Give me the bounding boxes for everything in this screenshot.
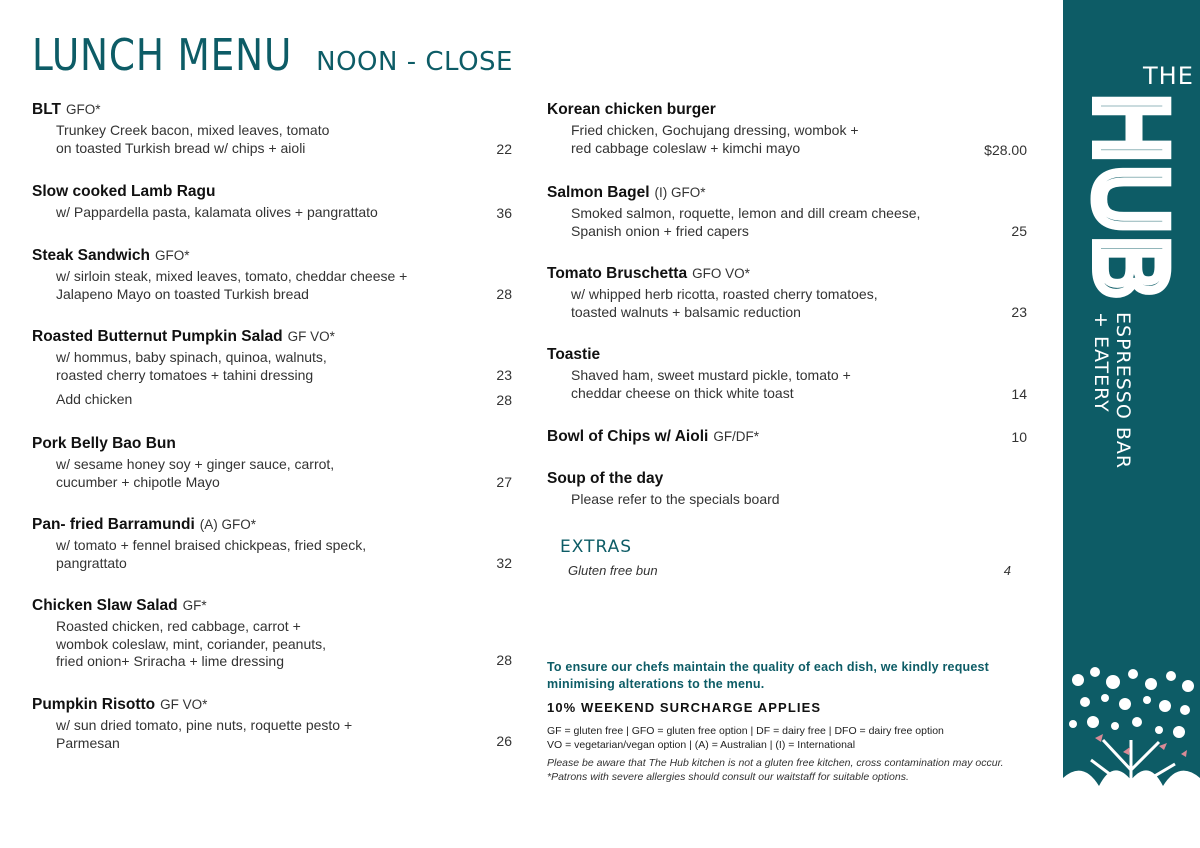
brand-tagline-line: + EATERY [1090,312,1112,413]
menu-item [32,182,516,246]
disclaimer-line: Please be aware that The Hub kitchen is not a gluten free kitchen, cross contamination may occur. [547,757,1004,769]
extras-item-price: 4 [1003,563,1011,578]
legend-line: VO = vegetarian/vegan option | (A) = Australian | (I) = International [547,738,856,751]
menu-item-description: Roasted chicken, red cabbage, carrot + wombok coleslaw, mint, coriander, peanuts, fried onion+ Sriracha + lime dressing [56,618,327,669]
menu-item-name: Pan- fried Barramundi (A) GFO* [32,516,257,533]
menu-item [32,327,516,434]
menu-item [547,264,1031,345]
menu-header [32,30,513,81]
dietary-tag: GFO VO* [692,266,750,281]
alterations-notice: To ensure our chefs maintain the quality of each dish, we kindly request minimising alterations to the menu. [547,660,990,691]
menu-item-name: Steak Sandwich GFO* [32,247,190,264]
dietary-tag: GF VO* [287,329,335,344]
dietary-tag: (A) GFO* [199,517,257,532]
menu-item-description: w/ sun dried tomato, pine nuts, roquette pesto + Parmesan [56,717,353,751]
menu-item-price: 10 [1011,429,1027,445]
menu-item-price: 22 [496,141,512,157]
menu-item-description: Please refer to the specials board [571,491,780,507]
extras-item-label: Gluten free bun [568,563,658,578]
menu-item-price: 28 [496,286,512,302]
menu-item [547,100,1031,183]
menu-left-column [32,100,516,759]
menu-item-name: Pumpkin Risotto GF VO* [32,696,208,713]
menu-item-description: Fried chicken, Gochujang dressing, wombok + red cabbage coleslaw + kimchi mayo [571,122,859,156]
menu-item-description: Shaved ham, sweet mustard pickle, tomato + cheddar cheese on thick white toast [571,367,851,401]
dietary-tag: GF/DF* [713,429,760,444]
menu-item-price: 23 [1011,304,1027,320]
extras-section [547,537,1031,578]
menu-item-name: Slow cooked Lamb Ragu [32,183,216,200]
menu-item-description: w/ Pappardella pasta, kalamata olives + pangrattato [56,204,378,220]
brand-tagline [1090,312,1134,469]
menu-item-name: Toastie [547,346,601,363]
menu-item-description: w/ tomato + fennel braised chickpeas, fried speck, pangrattato [56,537,367,571]
menu-right-column [547,100,1031,578]
menu-item-name: Bowl of Chips w/ Aioli GF/DF* [547,428,760,445]
menu-item-description: w/ hommus, baby spinach, quinoa, walnuts, roasted cherry tomatoes + tahini dressing [56,349,327,383]
menu-item-name: BLT GFO* [32,101,101,118]
menu-item [32,434,516,515]
dietary-tag: GFO* [65,102,101,117]
menu-item-name: Soup of the day [547,470,664,487]
allergy-disclaimer [547,757,1017,784]
menu-item-description: w/ sesame honey soy + ginger sauce, carrot, cucumber + chipotle Mayo [56,456,335,490]
menu-title: LUNCH MENU [32,30,293,81]
dietary-tag: GF VO* [160,697,208,712]
menu-item-name: Pork Belly Bao Bun [32,435,176,452]
menu-hours: NOON - CLOSE [316,47,513,77]
brand-the: THE [1143,62,1194,90]
menu-item [32,100,516,182]
menu-item-description: w/ whipped herb ricotta, roasted cherry tomatoes, toasted walnuts + balsamic reduction [571,286,878,320]
menu-item [547,469,1031,537]
flower-cluster [1069,667,1194,738]
hub-logo [1073,86,1186,306]
menu-item-price: 28 [496,652,512,668]
menu-item-price: 25 [1011,223,1027,239]
menu-item-price: 27 [496,474,512,490]
legend-line: GF = gluten free | GFO = gluten free option | DF = dairy free | DFO = dairy free option [547,725,944,737]
dietary-tag: GFO* [155,248,190,263]
menu-item-name: Roasted Butternut Pumpkin Salad GF VO* [32,328,335,345]
menu-item-price: 14 [1011,386,1027,402]
menu-item-description: Trunkey Creek bacon, mixed leaves, tomato on toasted Turkish bread w/ chips + aioli [56,122,330,156]
extras-heading: EXTRAS [560,537,633,557]
menu-item [547,183,1031,264]
dietary-legend [547,725,944,752]
menu-item-name: Korean chicken burger [547,101,716,118]
menu-item-price: 32 [496,555,512,571]
menu-item-price: $28.00 [984,142,1027,158]
hub-logo-text: HUB [1073,91,1186,301]
surcharge-notice: 10% WEEKEND SURCHARGE APPLIES [547,700,822,715]
menu-item-price: 26 [496,733,512,749]
addon-label: Add chicken [56,391,133,407]
menu-item [32,246,516,327]
menu-item-name: Salmon Bagel (I) GFO* [547,184,706,201]
menu-item [32,695,516,759]
menu-item-name: Tomato Bruschetta GFO VO* [547,265,750,282]
menu-item-price: 23 [496,367,512,383]
brand-tagline-line: ESPRESSO BAR [1112,312,1134,470]
menu-item [32,596,516,695]
dietary-tag: GF* [182,598,207,613]
menu-item-price: 36 [496,205,512,221]
dietary-tag: (I) GFO* [654,185,706,200]
floral-illustration [1063,660,1200,820]
menu-item-description: Smoked salmon, roquette, lemon and dill cream cheese, Spanish onion + fried capers [571,205,921,239]
extras-item [568,563,1031,578]
menu-item [547,345,1031,427]
menu-item [32,515,516,596]
menu-item-description: w/ sirloin steak, mixed leaves, tomato, cheddar cheese + Jalapeno Mayo on toasted Turkish bread [56,268,408,302]
addon-price: 28 [496,392,512,408]
brand-panel [1063,0,1200,820]
menu-item-name: Chicken Slaw Salad GF* [32,597,207,614]
disclaimer-line: *Patrons with severe allergies should consult our waitstaff for suitable options. [547,770,909,783]
menu-item [547,427,1031,469]
